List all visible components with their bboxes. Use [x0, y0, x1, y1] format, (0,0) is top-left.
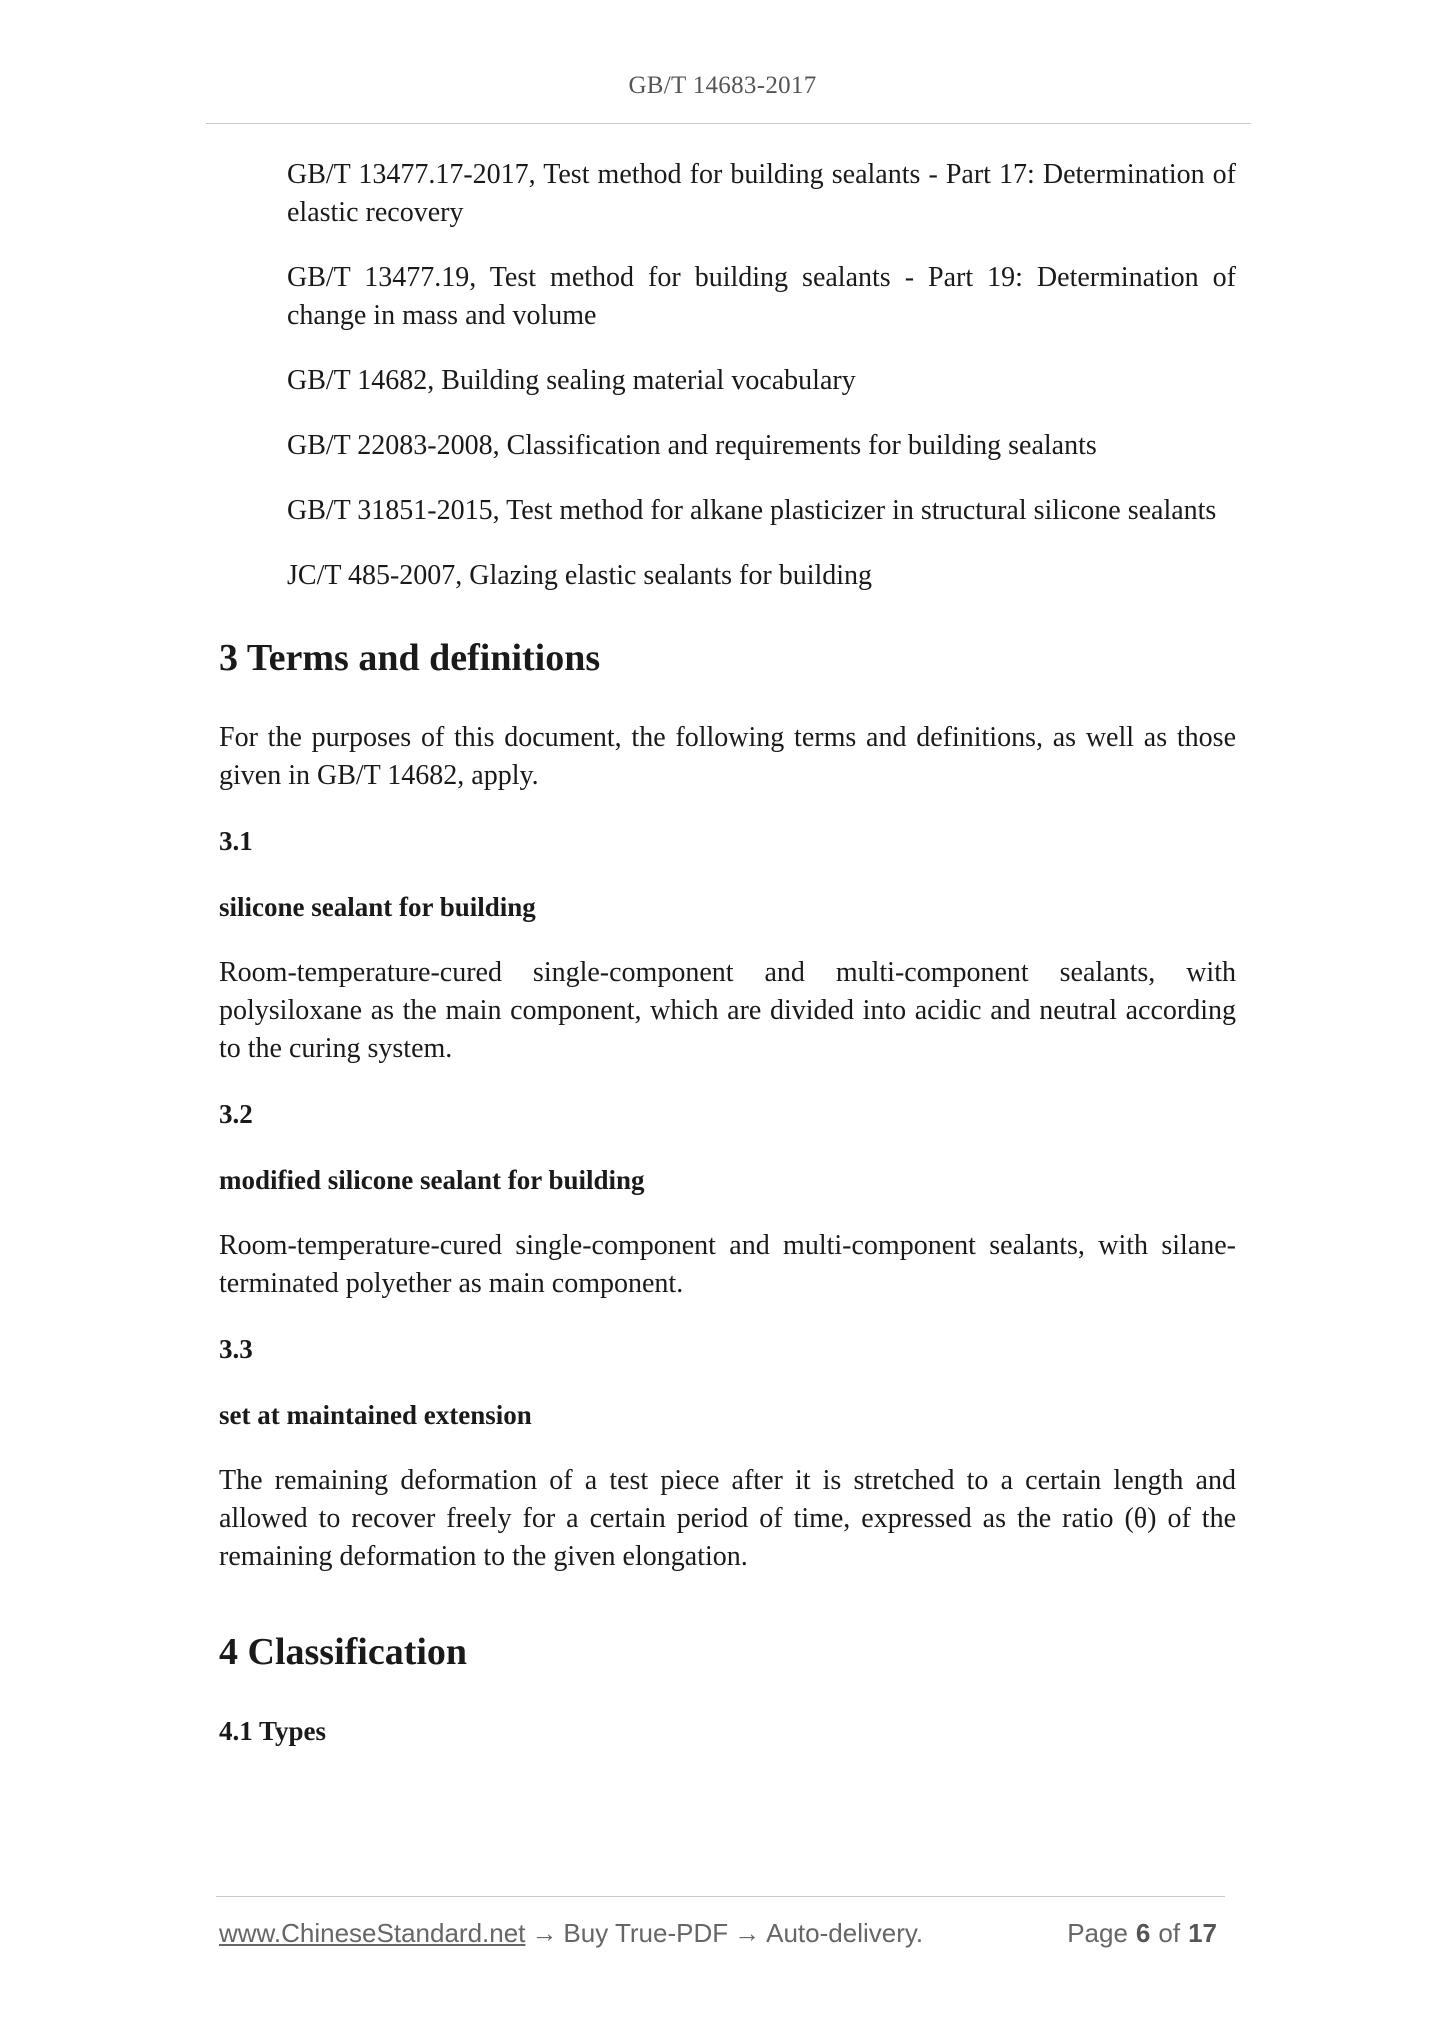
page-label: Page: [1067, 1918, 1128, 1948]
website-link[interactable]: www.ChineseStandard.net: [219, 1918, 526, 1948]
page-footer: [219, 1918, 1225, 1954]
term-definition: Room-temperature-cured single-component and multi-component sealants, with polysiloxane as the main component, which are divided into acidic and neutral according to the curing system.: [219, 957, 1236, 1064]
term-definition: Room-temperature-cured single-component and multi-component sealants, with silane-terminated polyether as main component.: [219, 1230, 1236, 1299]
page-body: [219, 150, 1236, 1778]
subsection-heading-types: 4.1 Types: [219, 1716, 327, 1746]
page-current: 6: [1135, 1918, 1151, 1948]
arrow-right-icon: →: [531, 1918, 558, 1948]
reference-item: GB/T 22083-2008, Classification and requirements for building sealants: [287, 430, 1097, 461]
reference-item: GB/T 31851-2015, Test method for alkane plasticizer in structural silicone sealants: [287, 495, 1217, 526]
page-total: 17: [1188, 1918, 1217, 1948]
buy-text: Buy True-PDF: [563, 1918, 729, 1948]
term-title: modified silicone sealant for building: [219, 1165, 645, 1195]
of-label: of: [1158, 1918, 1181, 1948]
page-number: [1067, 1918, 1225, 1949]
arrow-right-icon: →: [734, 1918, 761, 1948]
reference-item: JC/T 485-2007, Glazing elastic sealants for building: [287, 560, 873, 591]
section-intro: For the purposes of this document, the following terms and definitions, as well as those given in GB/T 14682, apply.: [219, 722, 1236, 791]
term-number: 3.3: [219, 1334, 253, 1364]
term-title: silicone sealant for building: [219, 892, 536, 922]
section-heading-terms: 3 Terms and definitions: [219, 637, 601, 679]
term-number: 3.2: [219, 1099, 253, 1129]
term-number: 3.1: [219, 826, 253, 856]
reference-item: GB/T 13477.17-2017, Test method for building sealants - Part 17: Determination of elastic recovery: [287, 159, 1236, 228]
running-header: GB/T 14683-2017: [628, 72, 817, 99]
footer-promo: [219, 1918, 923, 1949]
delivery-text: Auto-delivery.: [766, 1918, 924, 1948]
section-heading-classification: 4 Classification: [219, 1631, 468, 1673]
footer-divider: [216, 1896, 1225, 1897]
header-divider: [206, 123, 1251, 124]
term-title: set at maintained extension: [219, 1400, 532, 1430]
reference-item: GB/T 13477.19, Test method for building sealants - Part 19: Determination of change in mass and volume: [287, 262, 1236, 331]
term-definition: The remaining deformation of a test piece after it is stretched to a certain length and allowed to recover freely for a certain period of time, expressed as the ratio (θ) of the remaining deformation to the given elongation.: [219, 1465, 1236, 1572]
reference-item: GB/T 14682, Building sealing material vocabulary: [287, 365, 856, 396]
